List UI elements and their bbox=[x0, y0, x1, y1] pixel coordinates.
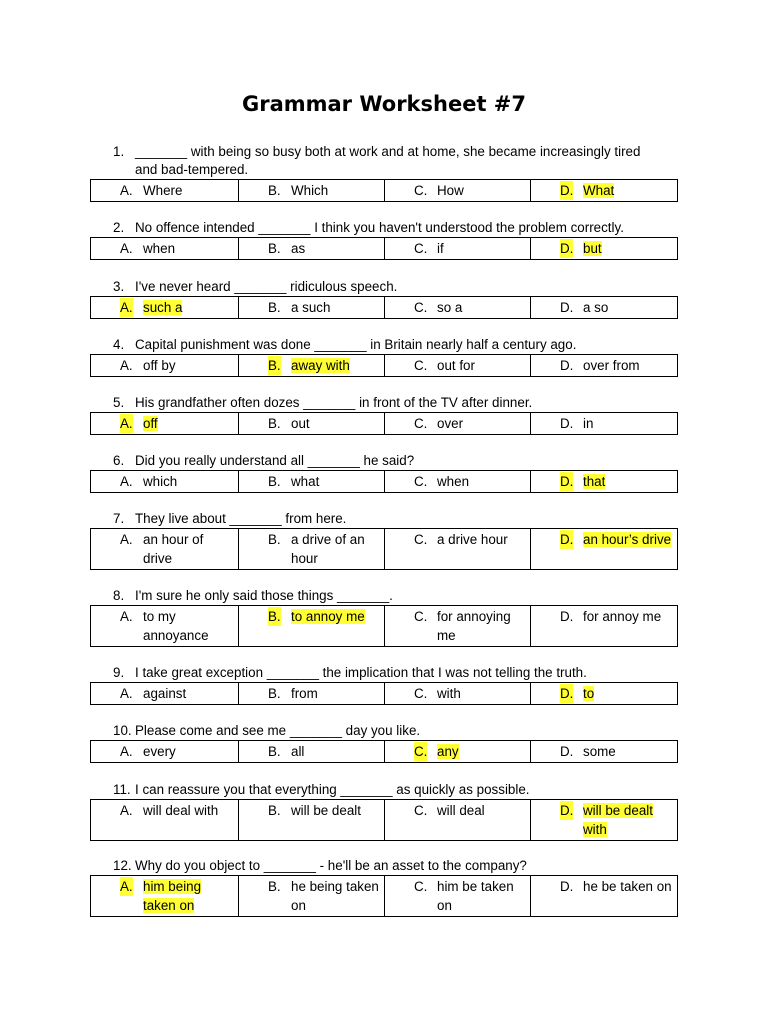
options-row bbox=[90, 179, 678, 202]
option-text: when bbox=[143, 241, 176, 256]
question-text: Why do you object to _______ - he'll be an asset to the company? bbox=[135, 858, 527, 873]
question-text: They live about _______ from here. bbox=[135, 511, 347, 526]
option-letter: B. bbox=[268, 416, 281, 431]
option-cell bbox=[384, 606, 530, 646]
option-letter: D. bbox=[560, 609, 574, 624]
option-letter: B. bbox=[268, 609, 281, 624]
option-letter: D. bbox=[560, 416, 574, 431]
option-cell bbox=[530, 529, 676, 569]
option-text: him be taken on bbox=[437, 879, 514, 913]
option-cell bbox=[384, 355, 530, 376]
question-stem bbox=[90, 510, 665, 528]
highlighted-answer-text: off bbox=[143, 416, 158, 431]
question-number: 11. bbox=[113, 782, 131, 797]
option-letter: B. bbox=[268, 686, 281, 701]
option-letter: A. bbox=[120, 879, 133, 894]
options-row bbox=[90, 237, 678, 260]
option-cell bbox=[238, 355, 384, 376]
option-text: a so bbox=[583, 300, 609, 315]
page-title: Grammar Worksheet #7 bbox=[241, 92, 527, 116]
option-letter: B. bbox=[268, 474, 281, 489]
option-cell bbox=[91, 876, 238, 916]
option-text: Which bbox=[291, 183, 329, 198]
option-cell bbox=[530, 413, 676, 434]
option-cell bbox=[384, 238, 530, 259]
option-cell bbox=[384, 529, 530, 569]
options-row bbox=[90, 528, 678, 570]
question-text: I take great exception _______ the implication that I was not telling the truth. bbox=[135, 665, 587, 680]
question-number: 7. bbox=[113, 511, 125, 526]
question-block bbox=[90, 664, 678, 705]
option-letter: A. bbox=[120, 686, 133, 701]
option-letter: C. bbox=[414, 686, 428, 701]
question-stem bbox=[90, 219, 665, 237]
option-letter: A. bbox=[120, 803, 133, 818]
option-letter: C. bbox=[414, 183, 428, 198]
option-cell bbox=[238, 471, 384, 492]
option-text: out for bbox=[437, 358, 475, 373]
option-cell bbox=[91, 355, 238, 376]
option-cell bbox=[530, 606, 676, 646]
option-cell bbox=[91, 297, 238, 318]
highlighted-answer-text: that bbox=[583, 474, 606, 489]
option-text: so a bbox=[437, 300, 463, 315]
option-letter: C. bbox=[414, 609, 428, 624]
highlighted-answer-text: him being taken on bbox=[143, 879, 202, 913]
option-cell bbox=[238, 297, 384, 318]
option-letter: C. bbox=[414, 879, 428, 894]
option-cell bbox=[91, 471, 238, 492]
question-stem bbox=[90, 452, 665, 470]
option-letter: B. bbox=[268, 300, 281, 315]
question-block bbox=[90, 452, 678, 493]
question-number: 8. bbox=[113, 588, 125, 603]
option-letter: C. bbox=[414, 300, 428, 315]
option-text: out bbox=[291, 416, 310, 431]
option-text: what bbox=[291, 474, 320, 489]
option-text: to my annoyance bbox=[143, 609, 209, 643]
option-letter: B. bbox=[268, 358, 281, 373]
question-stem bbox=[90, 394, 665, 412]
question-stem bbox=[90, 336, 665, 354]
option-text: he be taken on bbox=[583, 879, 672, 894]
option-text: for annoying me bbox=[437, 609, 511, 643]
question-block bbox=[90, 143, 678, 202]
options-row bbox=[90, 875, 678, 917]
highlighted-answer-text: to bbox=[583, 686, 595, 701]
option-letter: D. bbox=[560, 474, 574, 489]
option-text: if bbox=[437, 241, 444, 256]
question-block bbox=[90, 336, 678, 377]
question-text: I'm sure he only said those things _______. bbox=[135, 588, 393, 603]
question-stem bbox=[90, 143, 665, 179]
options-row bbox=[90, 740, 678, 763]
option-cell bbox=[530, 297, 676, 318]
question-stem bbox=[90, 664, 665, 682]
option-letter: A. bbox=[120, 474, 133, 489]
option-cell bbox=[530, 355, 676, 376]
option-cell bbox=[91, 413, 238, 434]
option-letter: D. bbox=[560, 300, 574, 315]
option-cell bbox=[384, 683, 530, 704]
option-letter: D. bbox=[560, 686, 574, 701]
option-letter: A. bbox=[120, 300, 133, 315]
highlighted-answer-text: any bbox=[437, 744, 459, 759]
option-letter: C. bbox=[414, 803, 428, 818]
highlighted-answer-text: such a bbox=[143, 300, 183, 315]
question-number: 4. bbox=[113, 337, 125, 352]
option-cell bbox=[238, 606, 384, 646]
option-letter: A. bbox=[120, 609, 133, 624]
option-letter: D. bbox=[560, 183, 574, 198]
option-letter: C. bbox=[414, 474, 428, 489]
options-row bbox=[90, 799, 678, 841]
option-text: How bbox=[437, 183, 464, 198]
question-block bbox=[90, 781, 678, 841]
option-cell bbox=[384, 180, 530, 201]
question-block bbox=[90, 219, 678, 260]
option-letter: D. bbox=[560, 744, 574, 759]
options-row bbox=[90, 470, 678, 493]
question-text: I've never heard _______ ridiculous speech. bbox=[135, 279, 398, 294]
option-cell bbox=[530, 800, 676, 840]
question-text: His grandfather often dozes _______ in front of the TV after dinner. bbox=[135, 395, 533, 410]
option-text: will deal bbox=[437, 803, 485, 818]
option-letter: C. bbox=[414, 532, 428, 547]
option-cell bbox=[238, 238, 384, 259]
question-text: Please come and see me _______ day you like. bbox=[135, 723, 421, 738]
option-letter: A. bbox=[120, 532, 133, 547]
question-number: 1. bbox=[113, 144, 125, 159]
option-cell bbox=[91, 741, 238, 762]
option-letter: D. bbox=[560, 358, 574, 373]
option-cell bbox=[91, 683, 238, 704]
option-letter: B. bbox=[268, 183, 281, 198]
option-letter: A. bbox=[120, 241, 133, 256]
question-number: 10. bbox=[113, 723, 132, 738]
question-stem bbox=[90, 857, 665, 875]
highlighted-answer-text: to annoy me bbox=[291, 609, 365, 624]
highlighted-answer-text: What bbox=[583, 183, 615, 198]
question-text: I can reassure you that everything _______ as quickly as possible. bbox=[135, 782, 530, 797]
option-letter: B. bbox=[268, 241, 281, 256]
option-text: some bbox=[583, 744, 616, 759]
option-letter: B. bbox=[268, 803, 281, 818]
option-letter: C. bbox=[414, 744, 428, 759]
option-cell bbox=[238, 683, 384, 704]
option-letter: D. bbox=[560, 803, 574, 818]
option-text: as bbox=[291, 241, 306, 256]
option-cell bbox=[238, 876, 384, 916]
question-text: _______ with being so busy both at work and at home, she became increasingly tired and bad-tempered. bbox=[135, 144, 641, 177]
highlighted-answer-text: but bbox=[583, 241, 602, 256]
option-cell bbox=[91, 238, 238, 259]
option-letter: A. bbox=[120, 183, 133, 198]
question-number: 12. bbox=[113, 858, 132, 873]
option-text: will deal with bbox=[143, 803, 219, 818]
option-letter: B. bbox=[268, 532, 281, 547]
question-block bbox=[90, 510, 678, 570]
option-cell bbox=[238, 180, 384, 201]
option-letter: D. bbox=[560, 532, 574, 547]
option-text: which bbox=[143, 474, 178, 489]
option-text: over from bbox=[583, 358, 640, 373]
option-cell bbox=[384, 800, 530, 840]
question-text: Capital punishment was done _______ in Britain nearly half a century ago. bbox=[135, 337, 577, 352]
options-row bbox=[90, 605, 678, 647]
option-text: in bbox=[583, 416, 594, 431]
highlighted-answer-text: an hour’s drive bbox=[583, 532, 672, 547]
option-text: he being taken on bbox=[291, 879, 379, 913]
option-cell bbox=[384, 413, 530, 434]
question-text: No offence intended _______ I think you haven't understood the problem correctly. bbox=[135, 220, 624, 235]
option-cell bbox=[91, 606, 238, 646]
option-letter: C. bbox=[414, 358, 428, 373]
option-letter: A. bbox=[120, 358, 133, 373]
option-text: will be dealt bbox=[291, 803, 361, 818]
option-letter: D. bbox=[560, 879, 574, 894]
option-cell bbox=[530, 876, 676, 916]
option-text: every bbox=[143, 744, 176, 759]
option-text: all bbox=[291, 744, 305, 759]
option-text: a drive hour bbox=[437, 532, 508, 547]
question-stem bbox=[90, 781, 665, 799]
option-cell bbox=[238, 741, 384, 762]
question-number: 6. bbox=[113, 453, 125, 468]
question-number: 5. bbox=[113, 395, 125, 410]
question-number: 2. bbox=[113, 220, 125, 235]
option-text: a such bbox=[291, 300, 331, 315]
option-letter: B. bbox=[268, 744, 281, 759]
option-letter: A. bbox=[120, 744, 133, 759]
options-row bbox=[90, 354, 678, 377]
question-block bbox=[90, 278, 678, 319]
option-text: a drive of an hour bbox=[291, 532, 365, 566]
option-letter: D. bbox=[560, 241, 574, 256]
options-row bbox=[90, 682, 678, 705]
option-cell bbox=[384, 741, 530, 762]
option-cell bbox=[384, 297, 530, 318]
question-number: 3. bbox=[113, 279, 125, 294]
option-cell bbox=[530, 238, 676, 259]
option-letter: A. bbox=[120, 416, 133, 431]
question-stem bbox=[90, 722, 665, 740]
option-text: when bbox=[437, 474, 470, 489]
option-cell bbox=[530, 180, 676, 201]
options-row bbox=[90, 296, 678, 319]
option-text: with bbox=[437, 686, 461, 701]
option-cell bbox=[238, 800, 384, 840]
option-text: for annoy me bbox=[583, 609, 662, 624]
option-text: off by bbox=[143, 358, 176, 373]
question-block bbox=[90, 857, 678, 917]
option-letter: C. bbox=[414, 416, 428, 431]
options-row bbox=[90, 412, 678, 435]
option-cell bbox=[91, 180, 238, 201]
option-letter: B. bbox=[268, 879, 281, 894]
question-block bbox=[90, 722, 678, 763]
option-text: against bbox=[143, 686, 187, 701]
option-cell bbox=[91, 529, 238, 569]
option-cell bbox=[530, 741, 676, 762]
option-cell bbox=[384, 471, 530, 492]
option-cell bbox=[238, 529, 384, 569]
option-cell bbox=[530, 471, 676, 492]
option-cell bbox=[384, 876, 530, 916]
question-stem bbox=[90, 278, 665, 296]
question-block bbox=[90, 394, 678, 435]
highlighted-answer-text: will be dealt with bbox=[583, 803, 653, 837]
option-cell bbox=[238, 413, 384, 434]
question-text: Did you really understand all _______ he said? bbox=[135, 453, 415, 468]
option-text: Where bbox=[143, 183, 183, 198]
option-text: from bbox=[291, 686, 318, 701]
option-cell bbox=[530, 683, 676, 704]
question-stem bbox=[90, 587, 665, 605]
option-text: over bbox=[437, 416, 464, 431]
option-text: an hour of drive bbox=[143, 532, 204, 566]
option-letter: C. bbox=[414, 241, 428, 256]
option-cell bbox=[91, 800, 238, 840]
question-block bbox=[90, 587, 678, 647]
question-number: 9. bbox=[113, 665, 125, 680]
highlighted-answer-text: away with bbox=[291, 358, 350, 373]
